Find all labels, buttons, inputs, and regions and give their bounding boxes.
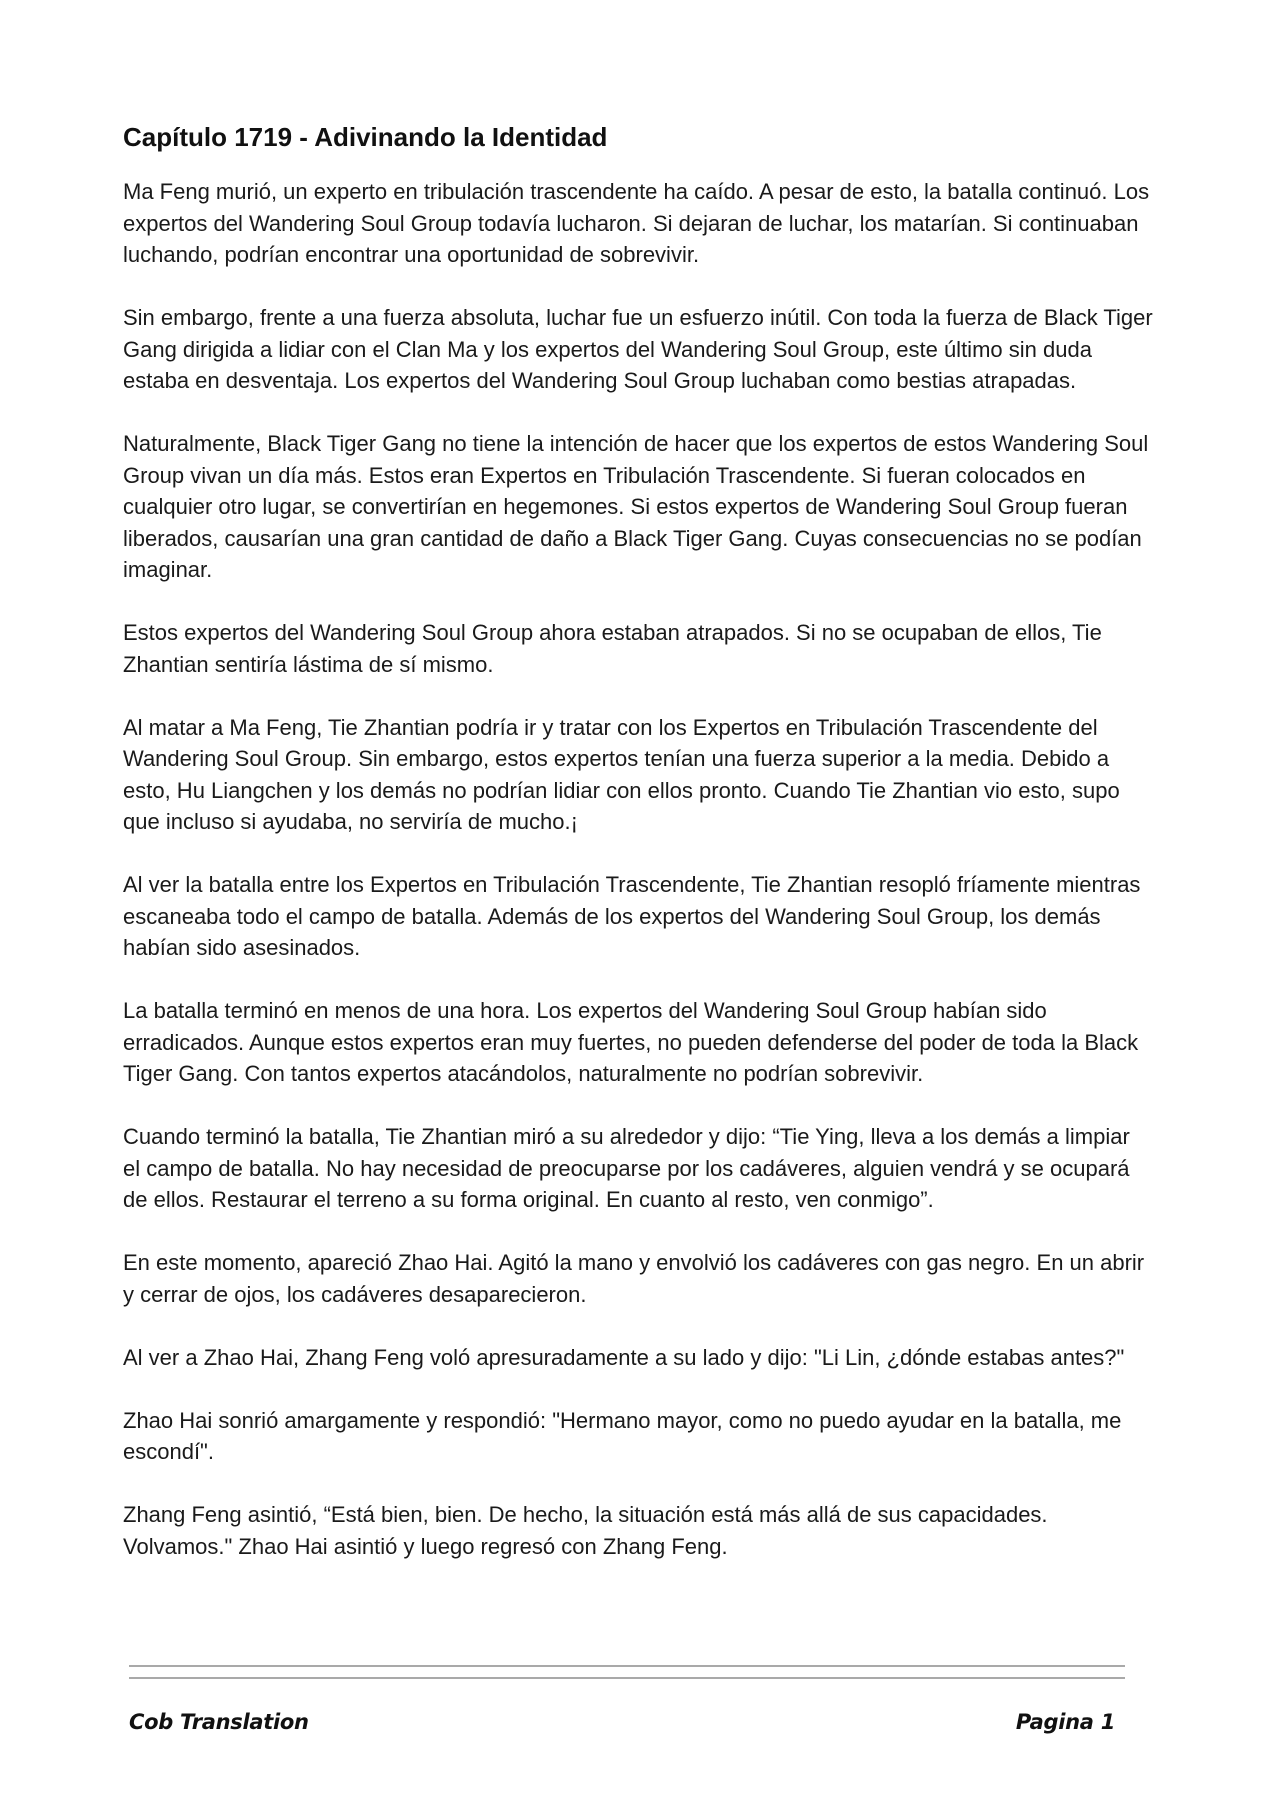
chapter-title: Capítulo 1719 - Adivinando la Identidad (123, 122, 608, 152)
footer-divider-bottom (129, 1677, 1125, 1679)
paragraph: La batalla terminó en menos de una hora. Los expertos del Wandering Soul Group habían sido erradicados. Aunque estos expertos eran muy fuertes, no pueden defenderse del poder de toda la Black Tiger Gang. Con tantos expertos atacándolos, naturalmente no podrían sobrevivir. (123, 998, 1139, 1086)
paragraph: Al ver la batalla entre los Expertos en Tribulación Trascendente, Tie Zhantian resopló fríamente mientras escaneaba todo el campo de batalla. Además de los expertos del Wandering Soul Group, los demás habían sido asesinados. (123, 872, 1141, 960)
document-body (123, 120, 1153, 1594)
paragraph: Cuando terminó la batalla, Tie Zhantian miró a su alrededor y dijo: “Tie Ying, lleva a los demás a limpiar el campo de batalla. No hay necesidad de preocuparse por los cadáveres, alguien vendrá y se ocupará de ellos. Restaurar el terreno a su forma original. En cuanto al resto, ven conmigo”. (123, 1124, 1130, 1212)
paragraph: En este momento, apareció Zhao Hai. Agitó la mano y envolvió los cadáveres con gas negro. En un abrir y cerrar de ojos, los cadáveres desaparecieron. (123, 1250, 1145, 1307)
paragraph: Sin embargo, frente a una fuerza absoluta, luchar fue un esfuerzo inútil. Con toda la fuerza de Black Tiger Gang dirigida a lidiar con el Clan Ma y los expertos del Wandering Soul Group, este último sin duda estaba en desventaja. Los expertos del Wandering Soul Group luchaban como bestias atrapadas. (123, 305, 1153, 393)
paragraph: Estos expertos del Wandering Soul Group ahora estaban atrapados. Si no se ocupaban de ellos, Tie Zhantian sentiría lástima de sí mismo. (123, 620, 1102, 677)
footer-divider-top (129, 1665, 1125, 1667)
footer-translator-credit: Cob Translation (129, 1710, 309, 1734)
paragraph: Al ver a Zhao Hai, Zhang Feng voló apresuradamente a su lado y dijo: "Li Lin, ¿dónde estabas antes?" (123, 1344, 1125, 1370)
paragraph: Naturalmente, Black Tiger Gang no tiene la intención de hacer que los expertos de estos Wandering Soul Group vivan un día más. Estos eran Expertos en Tribulación Trascendente. Si fueran colocados en cualquier otro lugar, se convertirían en hegemones. Si estos expertos de Wandering Soul Group fueran liberados, causarían una gran cantidad de daño a Black Tiger Gang. Cuyas consecuencias no se podían imaginar. (123, 431, 1149, 582)
paragraph: Zhao Hai sonrió amargamente y respondió: "Hermano mayor, como no puedo ayudar en la batalla, me escondí". (123, 1407, 1122, 1464)
paragraph: Zhang Feng asintió, “Está bien, bien. De hecho, la situación está más allá de sus capacidades. Volvamos." Zhao Hai asintió y luego regresó con Zhang Feng. (123, 1502, 1048, 1559)
paragraph: Ma Feng murió, un experto en tribulación trascendente ha caído. A pesar de esto, la batalla continuó. Los expertos del Wandering Soul Group todavía lucharon. Si dejaran de luchar, los matarían. Si continuaban luchando, podrían encontrar una oportunidad de sobrevivir. (123, 179, 1150, 267)
paragraph: Al matar a Ma Feng, Tie Zhantian podría ir y tratar con los Expertos en Tribulación Trascendente del Wandering Soul Group. Sin embargo, estos expertos tenían una fuerza superior a la media. Debido a esto, Hu Liangchen y los demás no podrían lidiar con ellos pronto. Cuando Tie Zhantian vio esto, supo que incluso si ayudaba, no serviría de mucho.¡ (123, 714, 1120, 834)
footer-page-number: Pagina 1 (1015, 1710, 1115, 1734)
